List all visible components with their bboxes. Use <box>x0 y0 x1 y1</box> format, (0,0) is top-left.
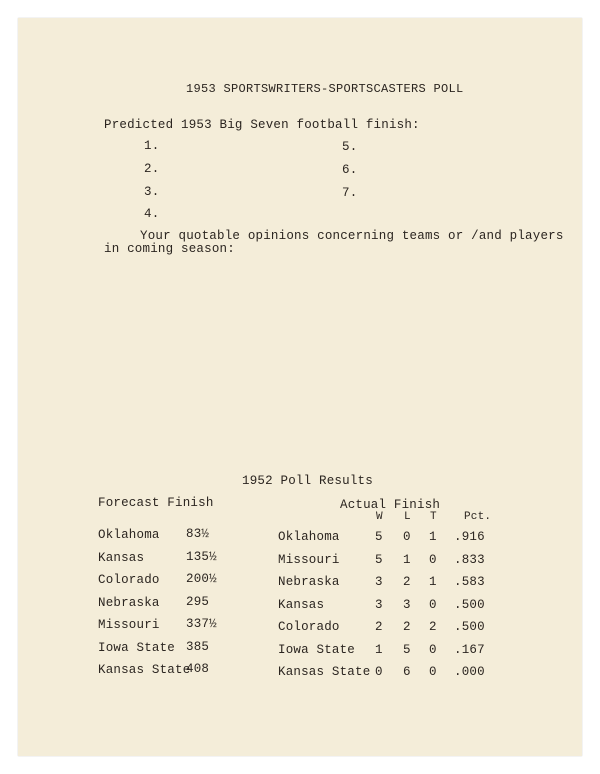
actual-ties: 2 <box>429 620 437 634</box>
forecast-heading: Forecast Finish <box>98 496 214 510</box>
actual-wins: 5 <box>375 530 383 544</box>
slot-3: 3. <box>144 185 160 199</box>
actual-team: Oklahoma <box>278 530 340 544</box>
actual-pct: .500 <box>454 620 485 634</box>
actual-ties: 0 <box>429 665 437 679</box>
forecast-team: Kansas <box>98 550 145 565</box>
slot-5: 5. <box>342 140 358 154</box>
actual-ties: 1 <box>429 530 437 544</box>
slot-4: 4. <box>144 207 160 221</box>
opinions-line-1: Your quotable opinions concerning teams or /and players <box>140 229 564 243</box>
slot-7: 7. <box>342 186 358 200</box>
col-l-header: L <box>404 511 411 523</box>
col-t-header: T <box>430 511 437 523</box>
actual-wins: 3 <box>375 597 383 612</box>
actual-heading: Actual Finish <box>340 498 441 512</box>
actual-losses: 1 <box>403 552 411 567</box>
actual-team: Nebraska <box>278 575 340 589</box>
forecast-points: 135½ <box>186 549 217 564</box>
actual-pct: .833 <box>454 552 485 567</box>
slot-2: 2. <box>144 162 160 176</box>
forecast-points: 337½ <box>186 617 217 631</box>
forecast-team: Kansas State <box>98 663 191 677</box>
paper-sheet <box>18 18 582 756</box>
actual-wins: 0 <box>375 665 383 679</box>
col-pct-header: Pct. <box>464 511 492 523</box>
actual-losses: 3 <box>403 597 411 612</box>
forecast-points: 385 <box>186 639 210 654</box>
actual-ties: 0 <box>429 642 437 657</box>
actual-pct: .583 <box>454 575 485 589</box>
actual-losses: 6 <box>403 665 411 679</box>
actual-losses: 2 <box>403 620 411 634</box>
actual-pct: .500 <box>454 597 485 612</box>
slot-6: 6. <box>342 163 358 177</box>
actual-ties: 0 <box>429 597 437 612</box>
col-w-header: W <box>376 511 383 523</box>
actual-wins: 3 <box>375 575 383 589</box>
forecast-team: Iowa State <box>98 640 176 655</box>
forecast-points: 408 <box>186 662 210 676</box>
actual-ties: 1 <box>429 575 437 589</box>
actual-wins: 1 <box>375 642 383 657</box>
actual-pct: .916 <box>454 530 485 544</box>
show-through <box>158 24 165 38</box>
actual-wins: 5 <box>375 552 383 567</box>
forecast-points: 200½ <box>186 572 217 586</box>
forecast-team: Missouri <box>98 618 160 632</box>
forecast-team: Nebraska <box>98 595 160 610</box>
actual-team: Kansas <box>278 597 325 612</box>
actual-pct: .167 <box>454 642 485 657</box>
forecast-team: Oklahoma <box>98 528 160 542</box>
actual-losses: 2 <box>403 575 411 589</box>
page-title: 1953 SPORTSWRITERS-SPORTSCASTERS POLL <box>186 82 464 96</box>
actual-team: Missouri <box>278 552 340 567</box>
actual-ties: 0 <box>429 552 437 567</box>
prediction-prompt: Predicted 1953 Big Seven football finish: <box>104 118 420 132</box>
slot-1: 1. <box>144 139 160 153</box>
actual-pct: .000 <box>454 665 485 679</box>
actual-team: Iowa State <box>278 642 356 657</box>
actual-losses: 5 <box>403 642 411 657</box>
forecast-team: Colorado <box>98 573 160 587</box>
actual-losses: 0 <box>403 530 411 544</box>
actual-wins: 2 <box>375 620 383 634</box>
forecast-points: 295 <box>186 594 210 609</box>
forecast-points: 83½ <box>186 527 210 541</box>
actual-team: Colorado <box>278 620 340 634</box>
opinions-line-2: in coming season: <box>104 242 235 256</box>
results-heading: 1952 Poll Results <box>242 474 373 488</box>
actual-team: Kansas State <box>278 665 371 679</box>
